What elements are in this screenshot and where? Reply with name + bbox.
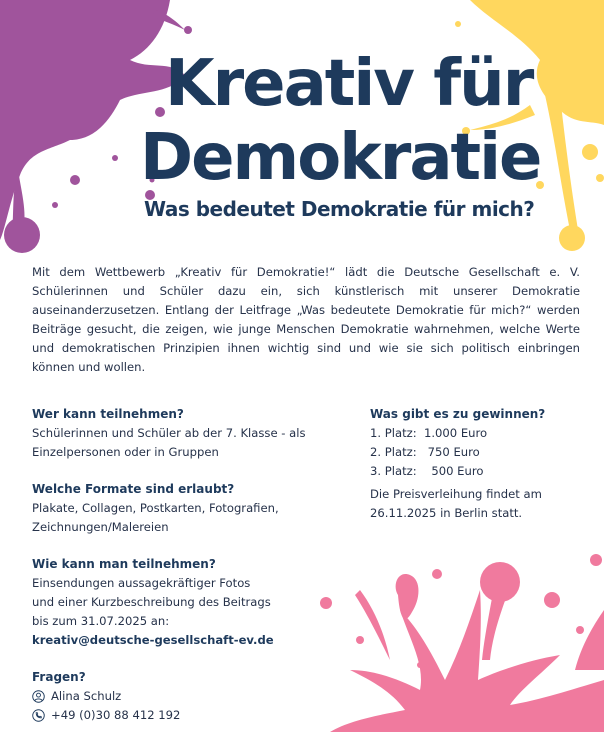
info-left-column [32, 405, 332, 743]
how-line-3: bis zum 31.07.2025 an: [32, 614, 170, 628]
subtitle: Was bedeutet Demokratie für mich? [144, 197, 535, 221]
prize-amount: 750 Euro [427, 445, 480, 459]
formats-section [32, 480, 332, 537]
participants-section [32, 405, 332, 462]
contact-phone[interactable]: +49 (0)30 88 412 192 [51, 708, 181, 722]
title-line-2: Demokratie [140, 121, 541, 195]
person-icon [32, 690, 45, 703]
how-line-2: und einer Kurzbeschreibung des Beitrags [32, 595, 271, 609]
prize-place: 2. Platz: [370, 445, 417, 459]
how-heading: Wie kann man teilnehmen? [32, 557, 216, 571]
contact-phone-row [32, 706, 332, 725]
ceremony-text: Die Preisverleihung findet am 26.11.2025 in Berlin statt. [370, 487, 542, 520]
prize-row [370, 462, 590, 481]
formats-heading: Welche Formate sind erlaubt? [32, 482, 235, 496]
contact-name-row [32, 687, 332, 706]
title-line-1: Kreativ für [165, 47, 533, 121]
formats-text: Plakate, Collagen, Postkarten, Fotografien, Zeichnungen/Malereien [32, 501, 279, 534]
prize-row [370, 424, 590, 443]
questions-heading: Fragen? [32, 670, 86, 684]
contact-name: Alina Schulz [51, 689, 122, 703]
prizes-heading: Was gibt es zu gewinnen? [370, 407, 546, 421]
phone-icon [32, 709, 45, 722]
participants-text: Schülerinnen und Schüler ab der 7. Klasse - als Einzelpersonen oder in Gruppen [32, 426, 306, 459]
how-section [32, 555, 332, 650]
questions-section [32, 668, 332, 725]
intro-paragraph: Mit dem Wettbewerb „Kreativ für Demokratie!“ lädt die Deutsche Gesellschaft e. V. Schülerinnen und Schüler dazu ein, sich künstlerisch mit unserer Demokratie auseinanderzusetzen. Entlang der Leitfrage „Was bedeutete Demokratie für mich?“ werden Beiträge gesucht, die zeigen, wie junge Menschen Demokratie wahrnehmen, welche Werte und demokratischen Prinzipien ihnen wichtig sind und wie sie sich politisch einbringen können und wollen. [32, 265, 580, 374]
prize-place: 1. Platz: [370, 426, 417, 440]
participants-heading: Wer kann teilnehmen? [32, 407, 184, 421]
prizes-column [370, 405, 590, 523]
prize-place: 3. Platz: [370, 464, 417, 478]
prize-amount: 1.000 Euro [423, 426, 488, 440]
prize-amount: 500 Euro [431, 464, 484, 478]
how-line-1: Einsendungen aussagekräftiger Fotos [32, 576, 251, 590]
prize-row [370, 443, 590, 462]
contact-email[interactable]: kreativ@deutsche-gesellschaft-ev.de [32, 633, 274, 647]
